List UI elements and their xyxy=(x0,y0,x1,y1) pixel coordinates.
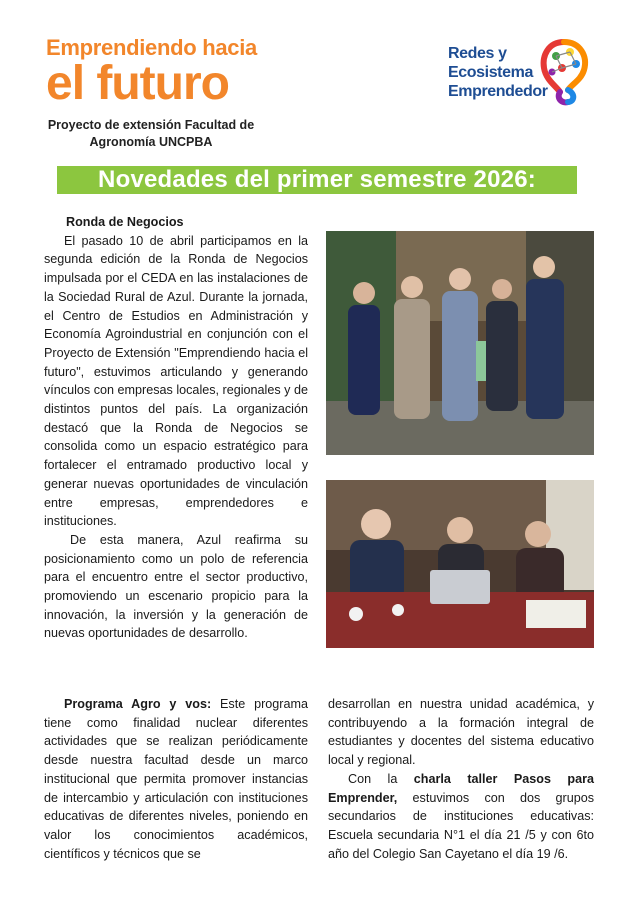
agro-p2-bold: charla taller Pasos para Emprender, xyxy=(328,771,594,805)
ronda-text-column xyxy=(44,213,308,643)
agro-heading: Programa Agro y vos: xyxy=(64,697,212,711)
agro-right-column xyxy=(328,695,594,863)
project-subtitle: Proyecto de extensión Facultad de Agronomía UNCPBA xyxy=(47,118,255,149)
logo-line-3: Emprendedor xyxy=(448,83,548,100)
ronda-heading: Ronda de Negocios xyxy=(66,215,184,229)
logo-line-1: Redes y xyxy=(448,45,507,62)
title-line-1: Emprendiendo hacia xyxy=(46,35,257,60)
ronda-paragraph-2: De esta manera, Azul reafirma su posicionamiento como un polo de referencia para el encuentro entre el sector productivo, promoviendo un escenario propicio para la innovación, la inversión y la generación de nuevas oportunidades de desarrollo. xyxy=(44,532,308,641)
photo-group-outdoor xyxy=(326,231,594,455)
agro-paragraph-2 xyxy=(328,770,594,864)
logo-line-2: Ecosistema xyxy=(448,64,533,81)
agro-text-left: Este programa tiene como finalidad nuclear diferentes actividades que se realizan periódicamente desde nuestra facultad desde un marco institucional que permita promover instancias de intercambio y articulación con instituciones educativas de diferentes niveles, poniendo en valor los conocimientos académicos, científicos y técnicos que se xyxy=(44,697,308,861)
ronda-paragraph-1: El pasado 10 de abril participamos en la segunda edición de la Ronda de Negocios impulsada por el CEDA en las instalaciones de la Sociedad Rural de Azul. Durante la jornada, el Centro de Estudios en Administración y Economía Agroindustrial en conjunción con el Proyecto de Extensión "Emprendiendo hacia el futuro", estuvimos articulando y generando vínculos con empresas locales, regionales y de distintos puntos del país. La organización destacó que la Ronda de Negocios se consolida como un espacio estratégico para fortalecer el entramado productivo local y generar nuevas oportunidades de vinculación entre empresas, emprendedores e instituciones. xyxy=(44,233,308,529)
agro-text-right: desarrollan en nuestra unidad académica, y contribuyendo a la formación integral de estudiantes y docentes del sistema educativo local y regional. xyxy=(328,697,594,768)
photo-meeting-table xyxy=(326,480,594,648)
redes-logo-icon xyxy=(536,36,592,110)
section-banner: Novedades del primer semestre 2026: xyxy=(57,166,577,194)
agro-left-column xyxy=(44,695,308,863)
agro-p2-pre: Con la xyxy=(348,771,398,786)
agro-p2-rest: estuvimos con dos grupos secundarios de instituciones educativas: Escuela secundaria N°1 el día 21 /5 y con 6to año del Colegio San Cayetano el día 19 /6. xyxy=(328,790,595,861)
title-line-2: el futuro xyxy=(46,57,229,110)
person-5 xyxy=(526,256,564,419)
agro-paragraph-1 xyxy=(44,695,308,863)
